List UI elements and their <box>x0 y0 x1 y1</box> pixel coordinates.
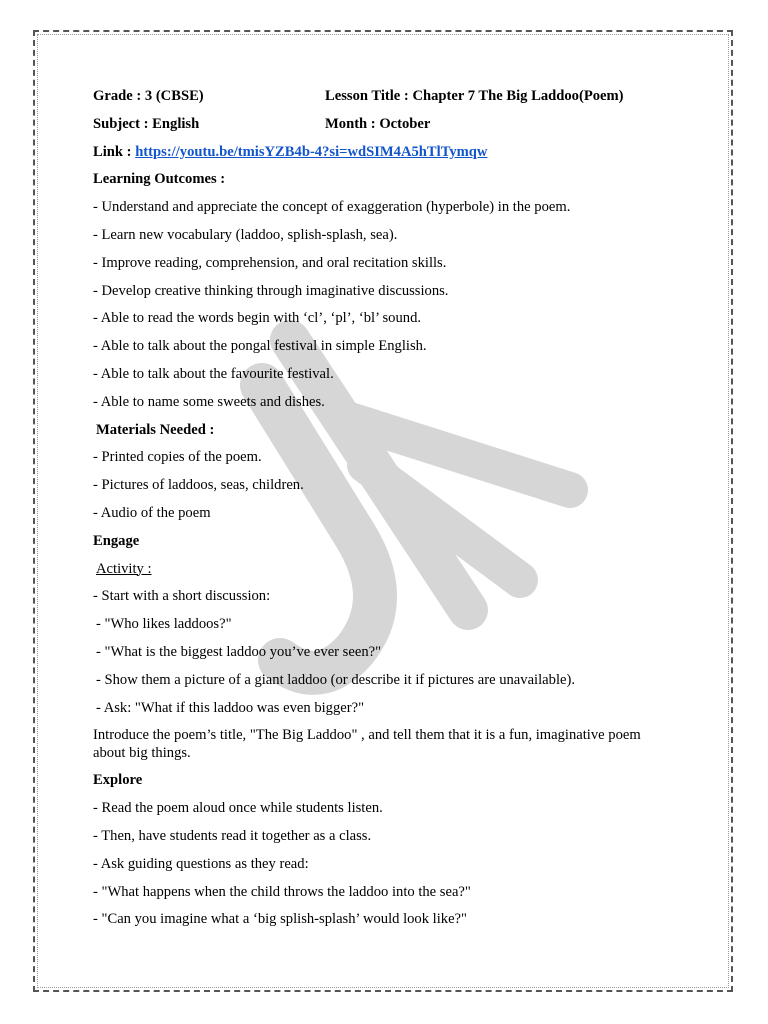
outcome-item: - Develop creative thinking through imaginative discussions. <box>93 282 449 299</box>
month-label: Month : October <box>325 115 431 132</box>
engage-item: - Show them a picture of a giant laddoo (or describe it if pictures are unavailable). <box>96 671 575 688</box>
activity-label-row <box>93 560 653 578</box>
outcome-item: - Improve reading, comprehension, and oral recitation skills. <box>93 254 447 271</box>
grade-label: Grade : 3 (CBSE) <box>93 88 204 104</box>
outcome-item: - Able to talk about the pongal festival in simple English. <box>93 338 427 355</box>
outcome-item: - Understand and appreciate the concept of exaggeration (hyperbole) in the poem. <box>93 199 571 216</box>
material-item: - Pictures of laddoos, seas, children. <box>93 477 304 494</box>
link-row <box>93 143 653 161</box>
header-row-2 <box>93 115 653 133</box>
explore-item: - Ask guiding questions as they read: <box>93 855 309 872</box>
subject-label: Subject : English <box>93 115 200 132</box>
explore-item: - Read the poem aloud once while students listen. <box>93 800 383 817</box>
video-link[interactable]: https://youtu.be/tmisYZB4b-4?si=wdSIM4A5hTlTymqw <box>135 143 488 160</box>
engage-item: - "Who likes laddoos?" <box>96 616 232 633</box>
explore-heading: Explore <box>93 772 143 789</box>
learning-outcomes-heading: Learning Outcomes : <box>93 171 226 188</box>
header-row-1 <box>93 87 653 105</box>
explore-item: - Then, have students read it together as a class. <box>93 827 372 844</box>
outcome-item: - Able to talk about the favourite festival. <box>93 365 334 382</box>
intro-paragraph: Introduce the poem’s title, "The Big Laddoo" , and tell them that it is a fun, imaginative poem about big things. <box>93 727 641 762</box>
materials-heading: Materials Needed : <box>96 421 215 438</box>
explore-item: - "Can you imagine what a ‘big splish-splash’ would look like?" <box>93 911 467 928</box>
material-item: - Audio of the poem <box>93 504 211 521</box>
link-label: Link : <box>93 143 132 160</box>
engage-item: - Start with a short discussion: <box>93 588 271 605</box>
outcome-item: - Able to read the words begin with ‘cl’, ‘pl’, ‘bl’ sound. <box>93 310 422 327</box>
material-item: - Printed copies of the poem. <box>93 449 262 466</box>
activity-label: Activity : <box>96 560 152 577</box>
engage-item: - Ask: "What if this laddoo was even bigger?" <box>96 699 365 716</box>
lesson-title: Lesson Title : Chapter 7 The Big Laddoo(Poem) <box>325 88 624 104</box>
engage-item: - "What is the biggest laddoo you’ve ever seen?" <box>96 643 382 660</box>
outcome-item: - Learn new vocabulary (laddoo, splish-splash, sea). <box>93 226 398 243</box>
engage-heading: Engage <box>93 532 140 549</box>
lesson-plan-content <box>93 87 653 938</box>
explore-item: - "What happens when the child throws the laddoo into the sea?" <box>93 883 471 900</box>
outcome-item: - Able to name some sweets and dishes. <box>93 393 325 410</box>
